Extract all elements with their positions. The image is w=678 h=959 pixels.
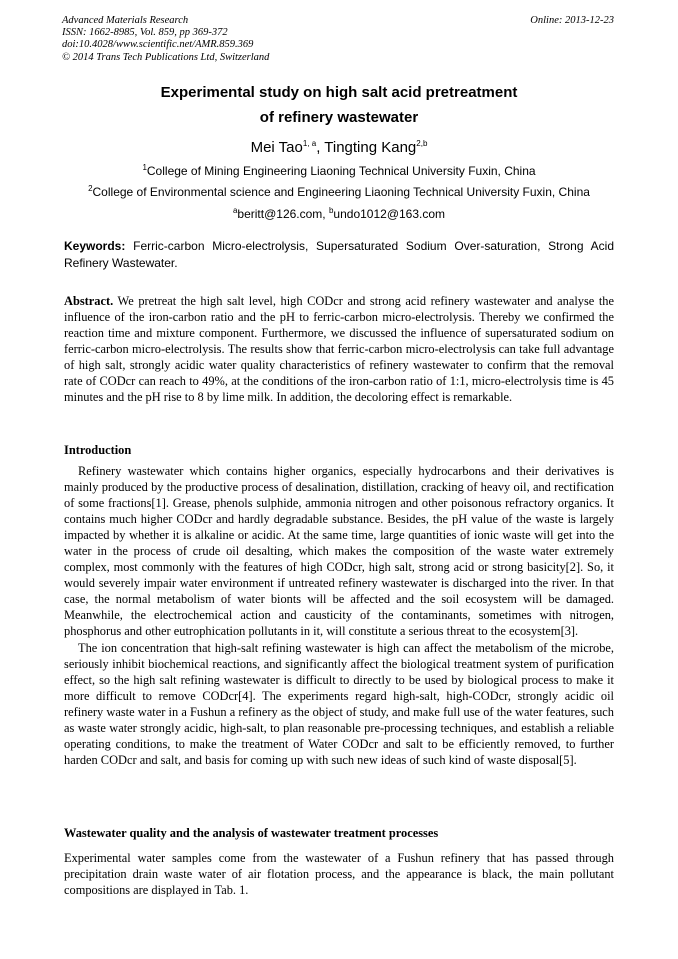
title-line-1: Experimental study on high salt acid pretreatment [160, 84, 518, 101]
email-a-mark: a [232, 206, 238, 215]
affiliation-2 [20, 185, 658, 200]
author-2-affil-mark: 2,b [416, 139, 428, 148]
affiliation-2-mark: 2 [88, 184, 93, 193]
keywords-text: Ferric-carbon Micro-electrolysis, Supersaturated Sodium Over-saturation, Strong Acid Refinery Wastewater. [64, 239, 614, 270]
online-date: Online: 2013-12-23 [530, 15, 614, 26]
introduction-paragraph-2: The ion concentration that high-salt refining wastewater is high can affect the metabolism of the microbe, seriously inhibit biochemical reactions, and significantly affect the biological treatment system of purification effect, so the high salt refining wastewater is difficult to directly to be used by biological process to make it more difficult to remove CODcr[4]. The experiments regard high-salt, high-CODcr, strongly acidic oil refinery waste water in a Fushun a refinery as the object of study, and make full use of the water features, such as waste water strongly acidic, high-salt, to plan reasonable pre-processing techniques, and establish a reliable operating conditions, to make the treatment of Water CODcr and salt to be efficiently removed, to further harden CODcr and salt, and basis for coming up with such new ideas of such kind of waste disposal[5]. [64, 640, 614, 767]
author-2: Tingting Kang [324, 139, 417, 156]
journal-issn: ISSN: 1662-8985, Vol. 859, pp 369-372 [62, 27, 228, 39]
author-1: Mei Tao [250, 139, 303, 156]
introduction-paragraph-1: Refinery wastewater which contains higher organics, especially hydrocarbons and their derivatives is mainly produced by the productive process of desalination, distillation, cracking of heavy oil, and rectification of some fractions[1]. Grease, phenols sulphide, ammonia nitrogen and other poisonous refractory organics. It contains much higher CODcr and hardly degradable substance. Besides, the pH value of the waste is largely impacted by whether it is alkaline or acidic. At the same time, large quantities of ionic waste will get into the water in the process of crude oil desalting, which makes the composition of the waste water extremely complex, most commonly with the features of high CODcr, high salt, strong acid or strong basicity[2]. So, it would severely impair water environment if untreated refinery wastewater is discharged into the river. In that case, the normal metabolism of water bionts will be affected and the soil ecosystem will be damaged. Meanwhile, the electrochemical action and causticity of the contaminants, sometimes with nitrogen, phosphorus and other eutrophication pollutants in it, will constitute a serious threat to the ecosystem[3]. [64, 464, 614, 639]
abstract [64, 293, 614, 405]
title-line-2: of refinery wastewater [259, 109, 419, 126]
introduction-heading: Introduction [64, 443, 132, 457]
abstract-label: Abstract. [64, 294, 114, 308]
email-b[interactable]: undo1012@163.com [333, 207, 446, 221]
journal-copyright: © 2014 Trans Tech Publications Ltd, Switzerland [62, 51, 270, 63]
email-b-mark: b [328, 206, 334, 215]
author-emails [20, 207, 658, 222]
journal-doi[interactable]: doi:10.4028/www.scientific.net/AMR.859.369 [62, 39, 254, 51]
author-separator: , [316, 139, 325, 156]
email-a[interactable]: beritt@126.com, [237, 207, 329, 221]
affiliation-2-text: College of Environmental science and Engineering Liaoning Technical University Fuxin, China [92, 185, 590, 199]
affiliation-1-mark: 1 [142, 163, 147, 172]
section-2-heading: Wastewater quality and the analysis of wastewater treatment processes [64, 826, 439, 840]
affiliation-1 [20, 164, 658, 179]
author-1-affil-mark: 1, a [302, 139, 317, 148]
keywords [64, 238, 614, 272]
keywords-label: Keywords: [64, 239, 126, 253]
author-list [40, 138, 638, 158]
journal-name: Advanced Materials Research [62, 15, 189, 26]
abstract-text: We pretreat the high salt level, high CODcr and strong acid refinery wastewater and analyse the influence of the iron-carbon ratio and the pH to ferric-carbon micro-electrolysis. Thereby we confirmed the reaction time and mixture component. Furthermore, we discussed the influence of supersaturated sodium on ferric-carbon micro-electrolysis. The results show that ferric-carbon micro-electrolysis can take full advantage of high salt, strongly acidic water quality characteristics of refinery wastewater to confirm that the removal rate of CODcr can reach to 49%, at the conditions of the iron-carbon ratio of 1:1, micro-electrolysis time is 45 minutes and the pH rise to 8 by lime milk. In addition, the decoloring effect is remarkable. [64, 294, 614, 405]
introduction-body [64, 463, 614, 768]
paper-title [40, 80, 638, 130]
journal-header [62, 15, 269, 64]
affiliation-1-text: College of Mining Engineering Liaoning Technical University Fuxin, China [146, 164, 536, 178]
section-2-body [64, 850, 614, 898]
section-2-paragraph-1: Experimental water samples come from the wastewater of a Fushun refinery that has passed through precipitation drain waste water of air flotation process, and the appearance is black, the main pollutant compositions are displayed in Tab. 1. [64, 851, 614, 898]
